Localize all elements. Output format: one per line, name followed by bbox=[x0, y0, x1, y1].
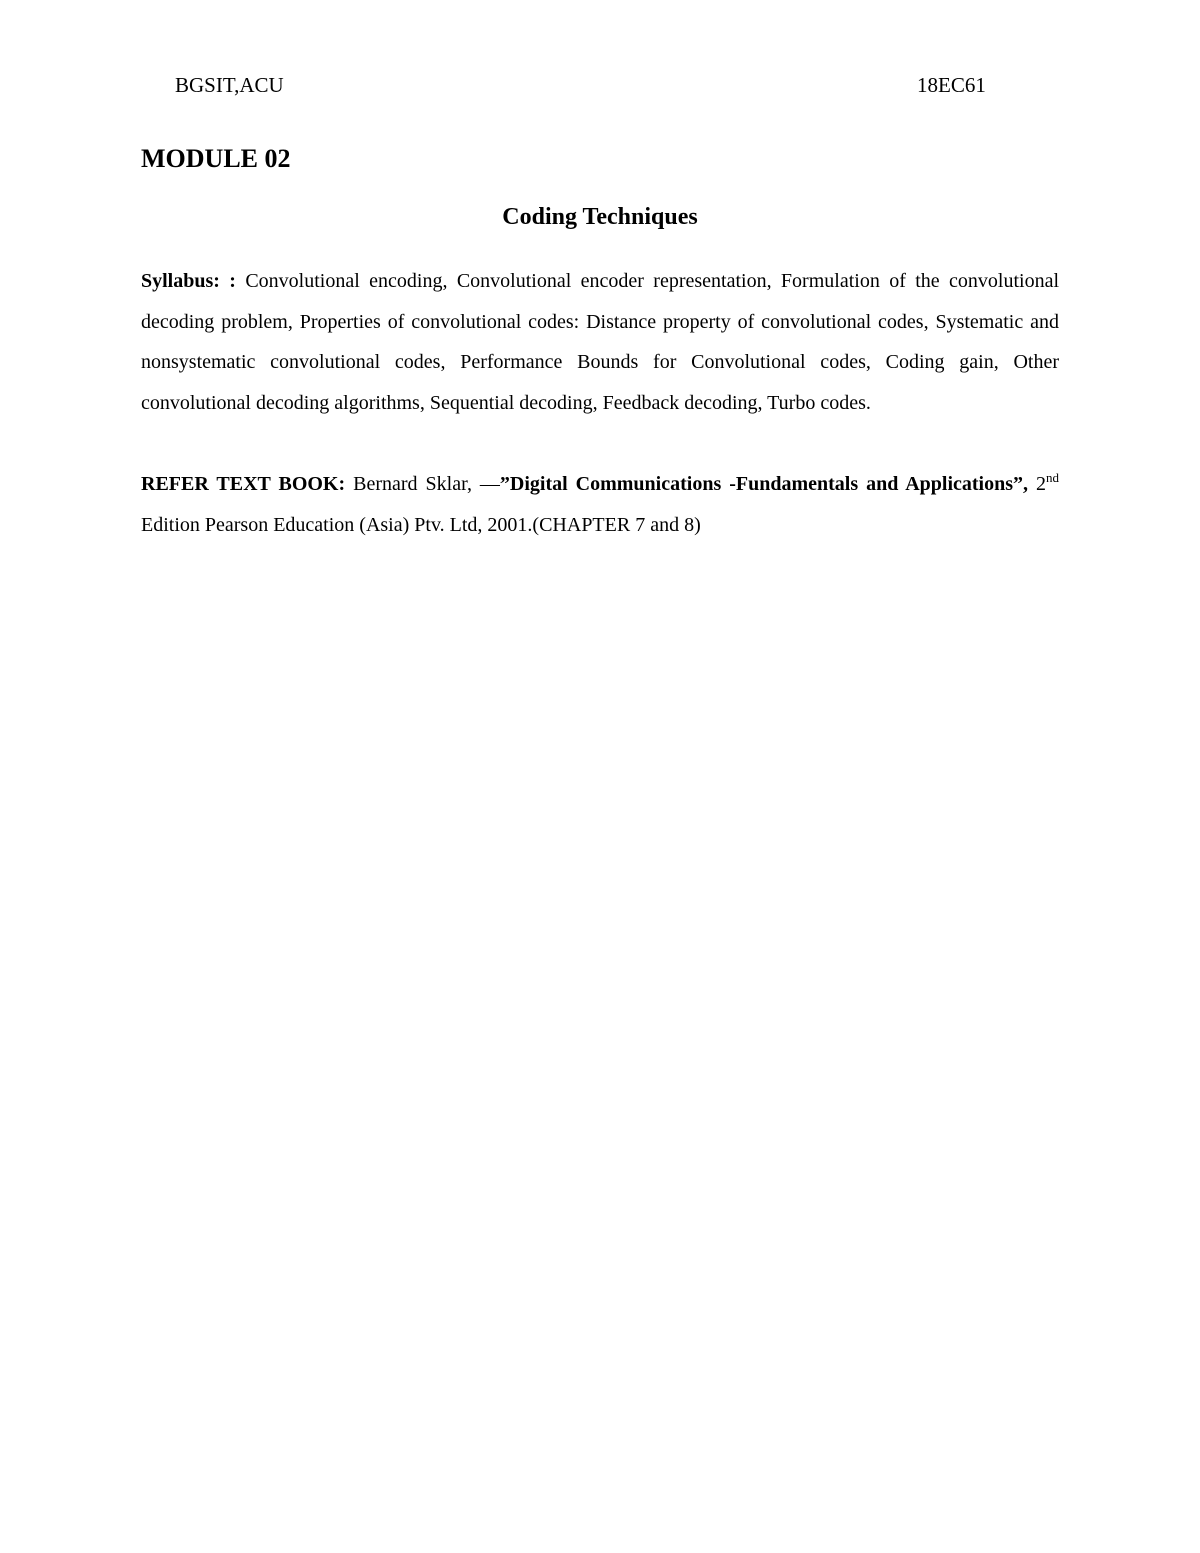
reference-publisher-details: Edition Pearson Education (Asia) Ptv. Ltd, 2001.(CHAPTER 7 and 8) bbox=[141, 513, 701, 536]
reference-edition-superscript: nd bbox=[1046, 470, 1059, 485]
syllabus-label: Syllabus: : bbox=[141, 270, 236, 292]
reference-edition-number: 2 bbox=[1036, 473, 1046, 495]
module-title: MODULE 02 bbox=[141, 144, 291, 173]
reference-paragraph bbox=[141, 464, 1059, 545]
reference-label: REFER TEXT BOOK: bbox=[141, 473, 346, 495]
syllabus-paragraph bbox=[141, 261, 1059, 423]
header-course-code: 18EC61 bbox=[917, 73, 986, 97]
reference-author: Bernard Sklar, — bbox=[353, 473, 500, 495]
section-title: Coding Techniques bbox=[502, 204, 698, 230]
header-institution: BGSIT,ACU bbox=[175, 73, 284, 97]
syllabus-text: Convolutional encoding, Convolutional encoder representation, Formulation of the convolutional decoding problem, Properties of convolutional codes: Distance property of convolutional codes, Systematic and nonsystematic convolutional codes, Performance Bounds for Convolutional codes, Coding gain, Other convolutional decoding algorithms, Sequential decoding, Feedback decoding, Turbo codes. bbox=[141, 270, 1059, 414]
reference-book-title: ”Digital Communications -Fundamentals and Applications”, bbox=[499, 473, 1029, 495]
